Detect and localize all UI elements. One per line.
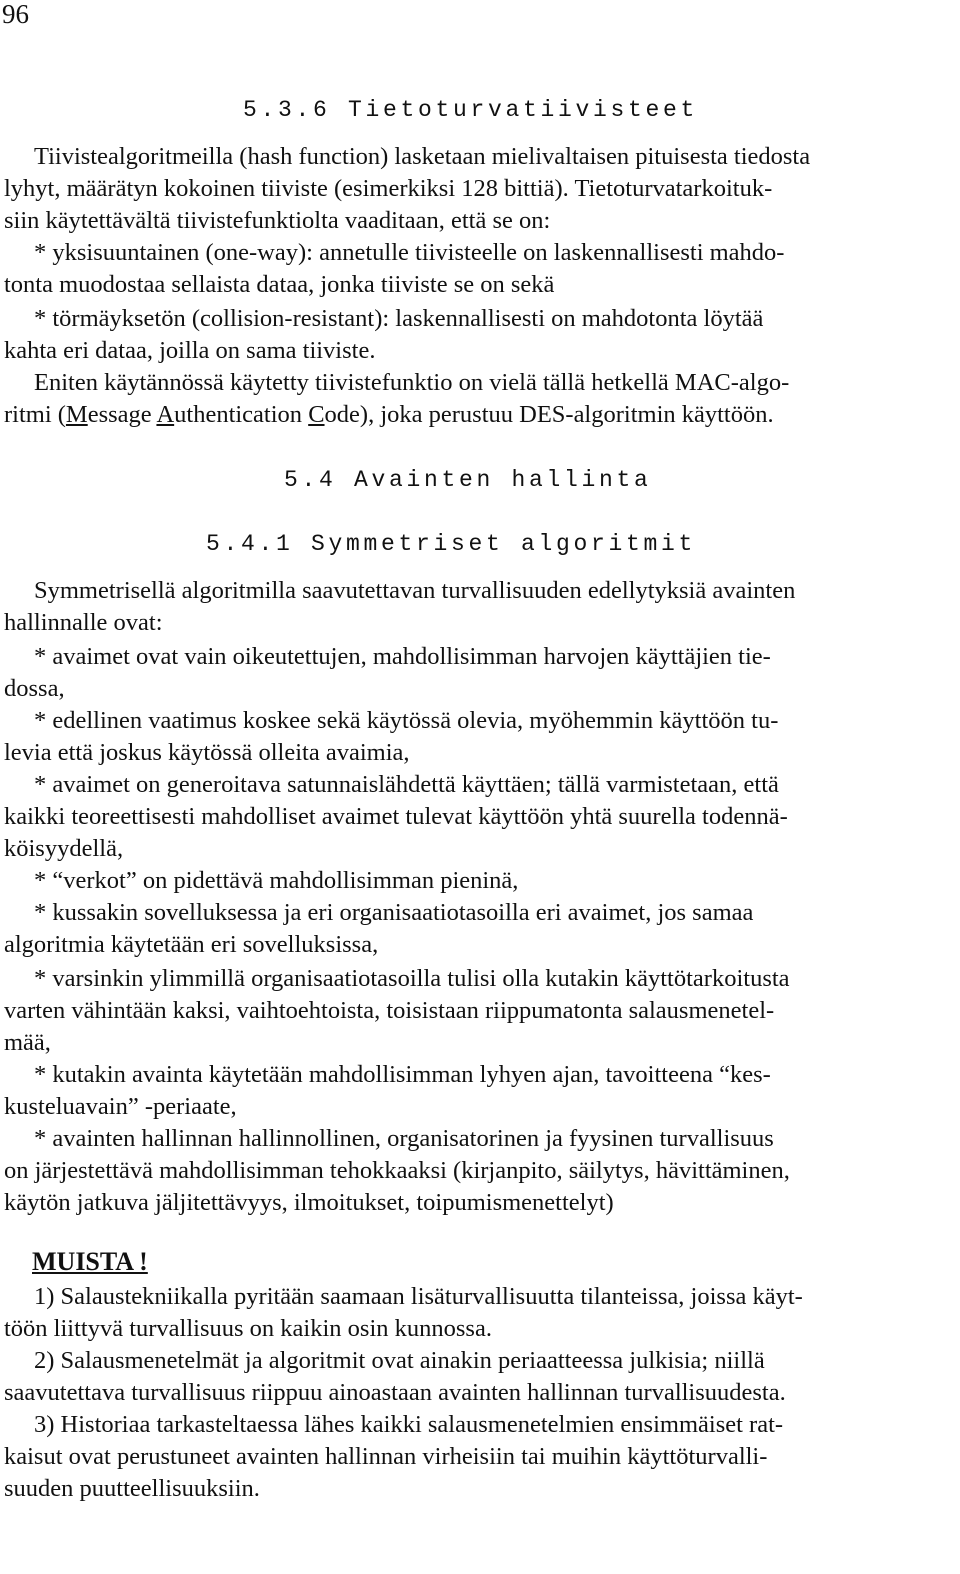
section-heading-5-4: 5.4 Avainten hallinta — [284, 467, 652, 493]
list-item-line: dossa, — [4, 675, 65, 702]
list-item-line: kusteluavain” -periaate, — [4, 1093, 237, 1120]
list-item-line: * avaimet on generoitava satunnaislähdettä käyttäen; tällä varmistetaan, että — [34, 771, 779, 798]
list-item-line: algoritmia käytetään eri sovelluksissa, — [4, 931, 379, 958]
muista-line: kaisut ovat perustuneet avainten hallinnan virheisiin tai muihin käyttöturvalli- — [4, 1443, 768, 1470]
list-item-line: * yksisuuntainen (one-way): annetulle tiivisteelle on laskennallisesti mahdo- — [34, 239, 785, 266]
list-item-line: * avainten hallinnan hallinnollinen, organisatorinen ja fyysinen turvallisuus — [34, 1125, 774, 1152]
list-item-line: * edellinen vaatimus koskee sekä käytössä olevia, myöhemmin käyttöön tu- — [34, 707, 779, 734]
list-item-line: * kutakin avainta käytetään mahdollisimman lyhyen ajan, tavoitteena “kes- — [34, 1061, 771, 1088]
mac-word-uthentication: uthentication — [174, 401, 309, 428]
list-item-line: * kussakin sovelluksessa ja eri organisaatiotasoilla eri avaimet, jos samaa — [34, 899, 754, 926]
paragraph-line: siin käytettävältä tiivistefunktiolta vaaditaan, että se on: — [4, 207, 551, 234]
list-item-line: tonta muodostaa sellaista dataa, jonka tiiviste se on sekä — [4, 271, 555, 298]
muista-line: 3) Historiaa tarkasteltaessa lähes kaikki salausmenetelmien ensimmäiset rat- — [34, 1411, 784, 1438]
mac-letter-a: A — [156, 401, 175, 428]
list-item-line: varten vähintään kaksi, vaihtoehtoista, toisistaan riippumatonta salausmenetel- — [4, 997, 775, 1024]
list-item-line: on järjestettävä mahdollisimman tehokkaaksi (kirjanpito, säilytys, hävittäminen, — [4, 1157, 790, 1184]
muista-line: saavutettava turvallisuus riippuu ainoastaan avainten hallinnan turvallisuudesta. — [4, 1379, 786, 1406]
list-item-line: kahta eri dataa, joilla on sama tiiviste. — [4, 337, 376, 364]
list-item-line: levia että joskus käytössä olleita avaimia, — [4, 739, 410, 766]
list-item-line: kaikki teoreettisesti mahdolliset avaimet tulevat käyttöön yhtä suurella todennä- — [4, 803, 788, 830]
mac-word-essage: essage — [87, 401, 157, 428]
muista-line: suuden puutteellisuuksiin. — [4, 1475, 260, 1502]
list-item-line: köisyydellä, — [4, 835, 124, 862]
list-item-line: * “verkot” on pidettävä mahdollisimman pieninä, — [34, 867, 519, 894]
section-heading-5-3-6: 5.3.6 Tietoturvatiivisteet — [243, 97, 699, 123]
list-item-line: * törmäyksetön (collision-resistant): laskennallisesti on mahdotonta löytää — [34, 305, 764, 332]
muista-line: töön liittyvä turvallisuus on kaikin osin kunnossa. — [4, 1315, 492, 1342]
mac-suffix: ode), joka perustuu DES-algoritmin käyttöön. — [324, 401, 774, 428]
section-heading-5-4-1: 5.4.1 Symmetriset algoritmit — [206, 531, 697, 557]
paragraph-line: Eniten käytännössä käytetty tiivistefunktio on vielä tällä hetkellä MAC-algo- — [34, 369, 790, 396]
muista-line: 2) Salausmenetelmät ja algoritmit ovat ainakin periaatteessa julkisia; niillä — [34, 1347, 765, 1374]
muista-heading: MUISTA ! — [32, 1247, 148, 1276]
list-item-line: mää, — [4, 1029, 51, 1056]
mac-prefix: ritmi ( — [4, 401, 66, 428]
list-item-line: * avaimet ovat vain oikeutettujen, mahdollisimman harvojen käyttäjien tie- — [34, 643, 771, 670]
mac-letter-m: M — [65, 401, 88, 428]
paragraph-line: Tiivistealgoritmeilla (hash function) lasketaan mielivaltaisen pituisesta tiedosta — [34, 143, 811, 170]
paragraph-line: Symmetrisellä algoritmilla saavutettavan turvallisuuden edellytyksiä avainten — [34, 577, 796, 604]
list-item-line: * varsinkin ylimmillä organisaatiotasoilla tulisi olla kutakin käyttötarkoitusta — [34, 965, 790, 992]
muista-line: 1) Salaustekniikalla pyritään saamaan lisäturvallisuutta tilanteissa, joissa käyt- — [34, 1283, 803, 1310]
paragraph-line-mac — [4, 400, 774, 430]
list-item-line: käytön jatkuva jäljitettävyys, ilmoitukset, toipumismenettelyt) — [4, 1189, 614, 1216]
mac-letter-c: C — [308, 401, 325, 428]
paragraph-line: lyhyt, määrätyn kokoinen tiiviste (esimerkiksi 128 bittiä). Tietoturvatarkoituk- — [4, 175, 773, 202]
page-number: 96 — [2, 0, 29, 29]
paragraph-line: hallinnalle ovat: — [4, 609, 163, 636]
